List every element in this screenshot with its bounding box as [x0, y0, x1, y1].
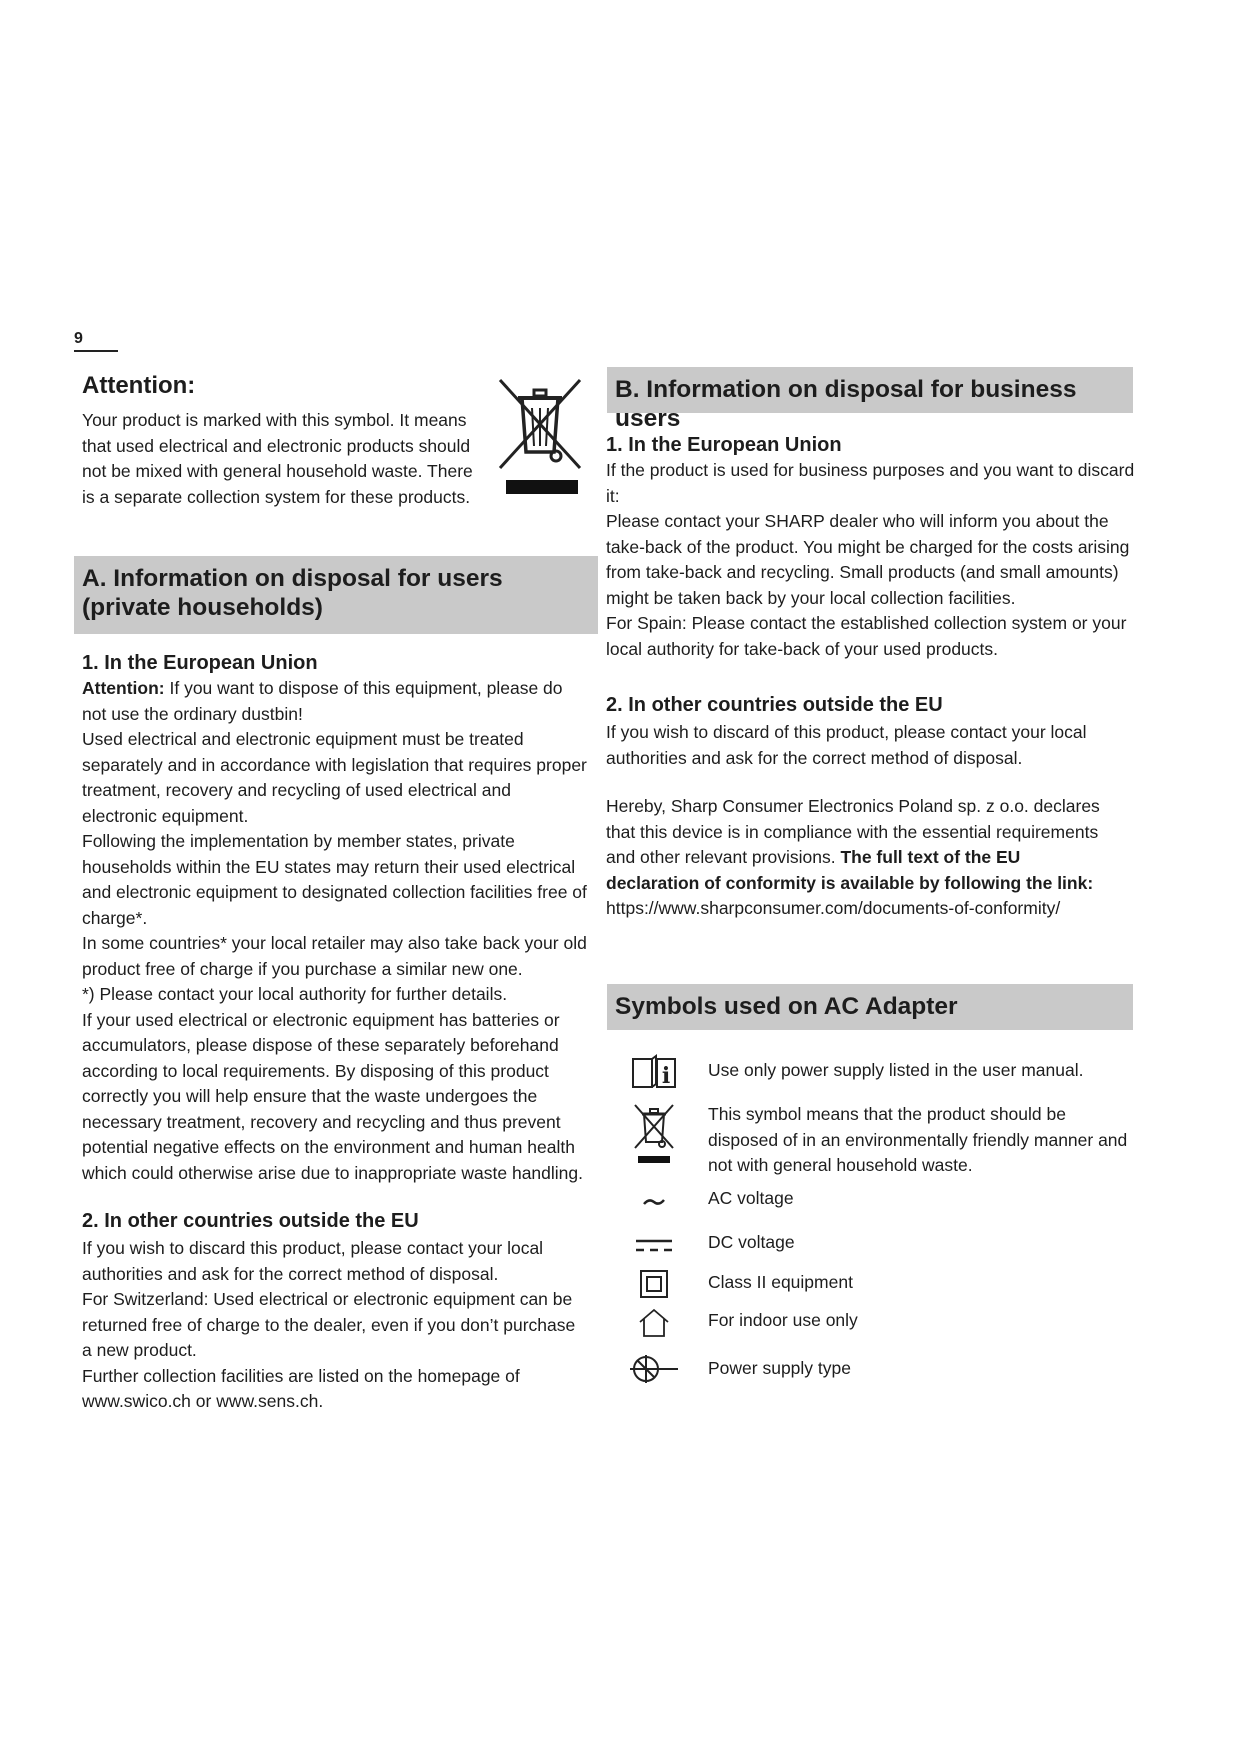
symbol-row — [624, 1230, 1134, 1260]
symbol-row — [624, 1102, 1134, 1182]
paragraph: Used electrical and electronic equipment must be treated separately and in accordance with legislation that requires proper treatment, recovery and recycling of used electrical and electronic equipment. — [82, 729, 587, 826]
paragraph: In some countries* your local retailer may also take back your old product free of charge if you purchase a similar new one. — [82, 933, 587, 979]
section-a-eu-heading: 1. In the European Union — [82, 652, 318, 674]
section-a-eu — [82, 650, 588, 1186]
paragraph: Further collection facilities are listed on the homepage of www.swico.ch or www.sens.ch. — [82, 1365, 520, 1411]
symbol-row — [624, 1054, 1134, 1090]
section-a-title: A. Information on disposal for users (private households) — [74, 556, 598, 634]
attention-label: Attention: — [82, 678, 165, 698]
symbols-title: Symbols used on AC Adapter — [607, 984, 1133, 1030]
svg-text:i: i — [661, 1063, 671, 1089]
paragraph: *) Please contact your local authority for further details. — [82, 984, 508, 1004]
symbol-text: For indoor use only — [708, 1310, 858, 1330]
paragraph: If you wish to discard of this product, please contact your local authorities and ask for the correct method of disposal. — [606, 722, 1087, 768]
paragraph: If you wish to discard this product, please contact your local authorities and ask for the correct method of disposal. — [82, 1238, 544, 1284]
attention-title: Attention: — [82, 372, 196, 399]
power-supply-type-icon — [624, 1350, 684, 1388]
section-b-eu — [606, 432, 1136, 662]
symbol-row — [624, 1268, 1134, 1302]
paragraph: If your used electrical or electronic equipment has batteries or accumulators, please dispose of these separately beforehand according to local requirements. By disposing of this product correctly you will help ensure that the waste undergoes the necessary treatment, recovery and recycling and thus prevent potential negative effects on the environment and human health which could otherwise arise due to inappropriate waste handling. — [82, 1009, 583, 1183]
declaration-text — [606, 794, 1106, 896]
section-a-other-heading: 2. In other countries outside the EU — [82, 1210, 419, 1232]
paragraph: Please contact your SHARP dealer who will inform you about the take-back of the product. You might be charged for the costs arising from take-back and recycling. Small products (and small amounts) might be taken back by your local collection facilities. — [606, 511, 1130, 608]
section-a-eu-attention — [82, 676, 588, 727]
class-ii-icon — [624, 1268, 684, 1300]
symbol-row — [624, 1306, 1134, 1342]
declaration-body: Hereby, Sharp Consumer Electronics Poland sp. z o.o. declares that this device is in compliance with the essential requirements and other relevant provisions. — [606, 796, 1100, 867]
dc-voltage-icon — [624, 1234, 684, 1256]
attention-body: If you want to dispose of this equipment, please do not use the ordinary dustbin! — [82, 678, 563, 724]
weee-bin-icon — [624, 1102, 684, 1168]
section-b-title: B. Information on disposal for business users — [607, 367, 1133, 413]
manual-info-icon — [624, 1054, 684, 1090]
symbol-text: This symbol means that the product should be disposed of in an environmentally friendly manner and not with general household waste. — [708, 1104, 1128, 1175]
symbol-text: Use only power supply listed in the user manual. — [708, 1060, 1084, 1080]
ac-voltage-icon — [624, 1192, 684, 1212]
section-a-other — [82, 1208, 588, 1415]
indoor-house-icon — [624, 1306, 684, 1340]
symbol-text: AC voltage — [708, 1188, 794, 1208]
paragraph: If the product is used for business purposes and you want to discard it: — [606, 460, 1135, 506]
section-b-eu-heading: 1. In the European Union — [606, 434, 842, 456]
symbol-text: DC voltage — [708, 1232, 795, 1252]
paragraph: For Switzerland: Used electrical or electronic equipment can be returned free of charge to the dealer, even if you don’t purchase a new product. — [82, 1289, 576, 1360]
weee-bin-icon — [496, 376, 584, 500]
page-number: 9 — [74, 330, 118, 352]
section-b-other-heading: 2. In other countries outside the EU — [606, 694, 943, 716]
symbol-row — [624, 1350, 1134, 1390]
section-b-other — [606, 692, 1136, 771]
symbol-text: Power supply type — [708, 1358, 851, 1378]
attention-text: Your product is marked with this symbol. It means that used electrical and electronic products should not be mixed with general household waste. There is a separate collection system for these products. — [82, 410, 473, 507]
symbol-text: Class II equipment — [708, 1272, 853, 1292]
declaration — [606, 794, 1106, 922]
paragraph: Following the implementation by member states, private households within the EU states may return their used electrical and electronic equipment to designated collection facilities free of charge*. — [82, 831, 587, 928]
paragraph: For Spain: Please contact the established collection system or your local authority for take-back of your used products. — [606, 613, 1127, 659]
symbol-row — [624, 1186, 1134, 1216]
declaration-bold: The full text of the EU declaration of conformity is available by following the link: — [606, 847, 1094, 893]
declaration-link[interactable]: https://www.sharpconsumer.com/documents-of-conformity/ — [606, 898, 1061, 918]
